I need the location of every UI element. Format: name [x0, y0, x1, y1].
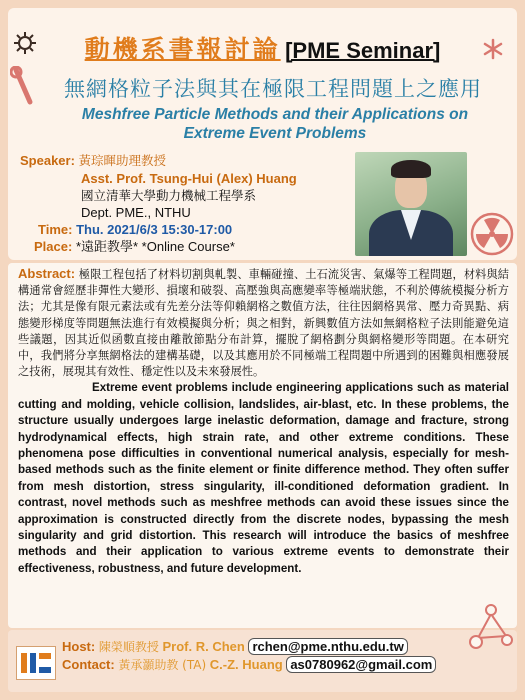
contact-label: Contact: — [62, 657, 115, 672]
speaker-dept-zh: 國立清華大學動力機械工程學系 — [81, 188, 257, 203]
abstract-en: Extreme event problems include engineering applications such as material cutting and molding, vehicle collision, landslides, air-blast, etc. In these problems, the structure usually undergoes large inelastic deformation, damage and fracture, strong hydrodynamical effects, high strain rate, and other extreme conditions. These phenomena pose difficulties in conventional numerical analysis, especially for mesh-based methods such as the finite element or finite difference method. They often suffer from mesh distortion, stress singularity, ill-conditioned deformation gradient. In contrast, novel methods such as meshfree methods can avoid these issues since the approximation is constructed directly from the discrete nodes, bypassing the mesh singularity and grid distortion. This research will introduce the basics of meshfree methods and their application to various extreme events to demonstrate their effectiveness, robustness, and future development. — [18, 381, 509, 575]
seminar-title-zh: 動機系書報討論 — [84, 35, 281, 64]
logo-bar-3 — [39, 653, 51, 659]
department-logo — [16, 646, 56, 680]
time-label: Time: — [38, 222, 73, 237]
host-label: Host: — [62, 639, 96, 654]
radiation-icon — [470, 212, 514, 256]
wrench-icon — [10, 66, 38, 108]
speaker-block — [20, 152, 166, 169]
logo-bar-4 — [39, 667, 51, 673]
place-row — [34, 238, 235, 255]
seminar-title — [0, 30, 525, 66]
host-name-en: Prof. R. Chen — [162, 639, 245, 654]
speaker-name-zh: 黃琮暉助理教授 — [78, 153, 167, 168]
time-value: Thu. 2021/6/3 15:30-17:00 — [76, 222, 233, 237]
place-value: *遠距教學* *Online Course* — [75, 239, 235, 254]
contact-name-en: C.-Z. Huang — [209, 657, 283, 672]
talk-title-en — [40, 105, 510, 143]
speaker-photo — [355, 152, 467, 256]
abstract-zh — [18, 266, 509, 380]
logo-bar-2 — [30, 653, 36, 673]
place-label: Place: — [34, 239, 73, 254]
molecule-icon — [466, 600, 516, 656]
abstract — [18, 266, 509, 577]
talk-title-en-line1: Meshfree Particle Methods and their Applications on — [81, 106, 469, 123]
abstract-label: Abstract: — [18, 266, 76, 281]
abstract-zh-text: 極限工程包括了材料切割與軋製、車輛碰撞、土石流災害、氣爆等工程問題，材料與結構通常會經歷非彈性大變形、損壞和破裂、高壓強與高應變率等極端狀態，不利於傳統模擬分析方法；尤其是像有限元素法或有先差分法等仰賴網格之數值方法，往往因網格異常、壓力奇異點、病態變形梯度等問題無法進行有效模擬與分析；與之相對，新興數值方法如無網格粒子法則能避免這些議題，因其近似函數直接由離散節點分布計算，擺脫了網格劃分與網格變形等問題。在本研究中，我們將分享無網格法的建構基礎，以及其應用於不同極端工程問題中所遇到的困難與相應發展之技術，展現其有效性、穩定性以及未來發展性。 — [18, 268, 509, 379]
contact-name-zh: 黃承灝助教 (TA) — [118, 658, 207, 672]
host-email-link[interactable]: rchen@pme.nthu.edu.tw — [248, 638, 407, 655]
speaker-dept-en: Dept. PME., NTHU — [81, 205, 191, 220]
host-row — [62, 638, 408, 655]
contact-email-link[interactable]: as0780962@gmail.com — [286, 656, 436, 673]
speaker-label: Speaker: — [20, 153, 75, 168]
time-row — [38, 221, 232, 238]
photo-hair — [391, 160, 431, 178]
contact-row — [62, 656, 436, 673]
speaker-name-en: Asst. Prof. Tsung-Hui (Alex) Huang — [81, 171, 297, 186]
logo-bar-1 — [21, 653, 27, 673]
host-name-zh: 陳榮順教授 — [98, 640, 159, 654]
talk-title-zh: 無網格粒子法與其在極限工程問題上之應用 — [64, 77, 482, 101]
seminar-title-en: [PME Seminar] — [285, 38, 441, 63]
talk-title-en-line2: Extreme Event Problems — [183, 125, 367, 142]
